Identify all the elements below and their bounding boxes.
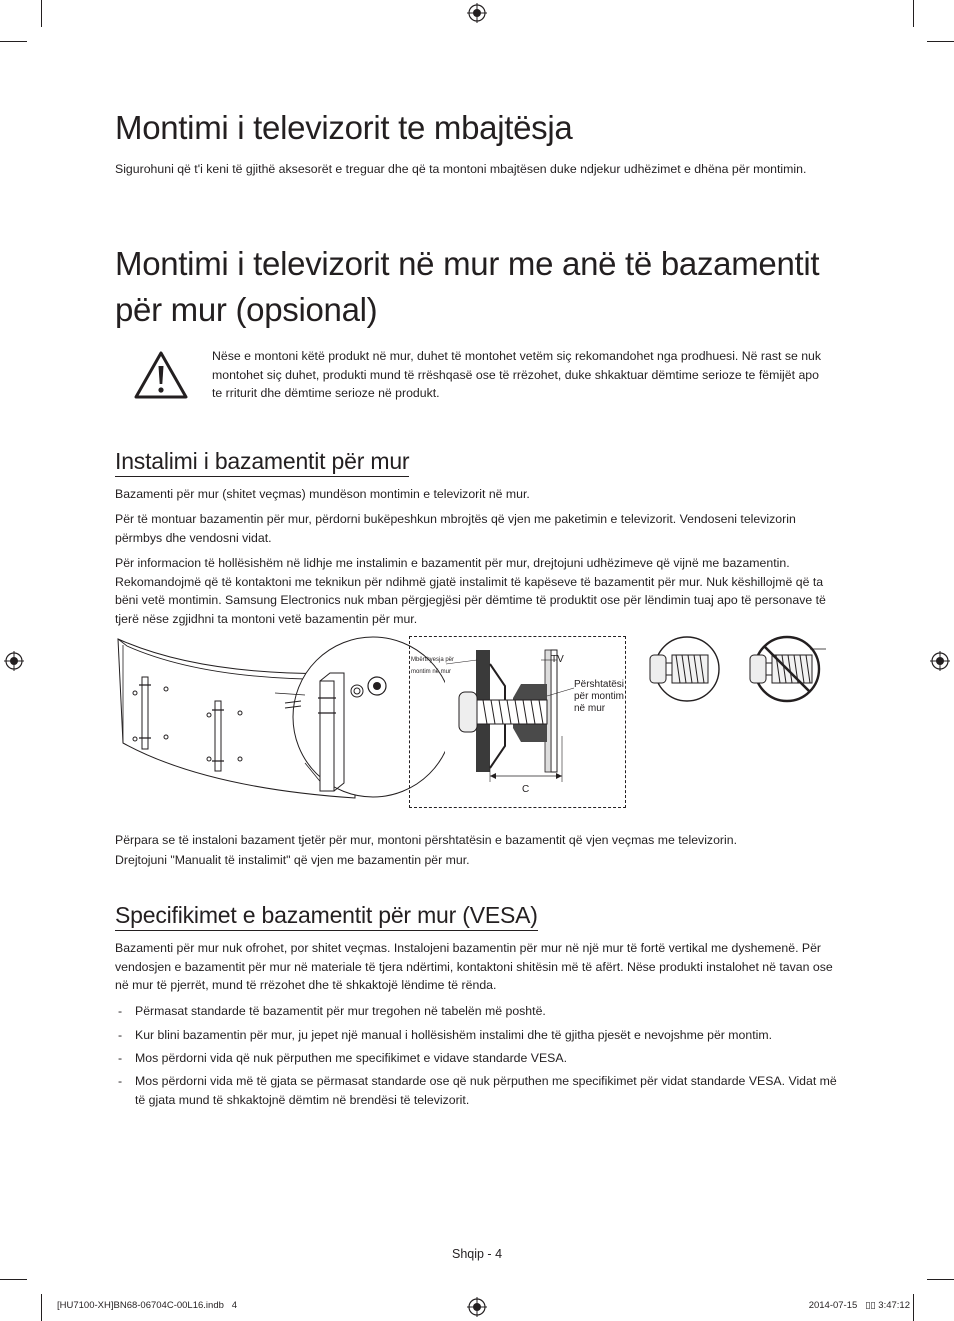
- list-item: - Kur blini bazamentin për mur, ju jepet një manual i hollësishëm instalimi dhe të gjitha pjesët e nevojshme për montim.: [118, 1028, 773, 1042]
- registration-mark-icon: [467, 1297, 487, 1317]
- crop-mark: [927, 1279, 954, 1280]
- section-heading-install: Instalimi i bazamentit për mur: [115, 447, 409, 477]
- footer-file-info: [HU7100-XH]BN68-06704C-00L16.indb 4: [57, 1300, 238, 1311]
- registration-mark-icon: [467, 3, 487, 23]
- intro-paragraph: Sigurohuni që t'i keni të gjithë aksesorët e treguar dhe që ta montoni mbajtësen duke ndjekur udhëzimet e dhëna për montimin.: [115, 162, 807, 176]
- crop-mark: [927, 41, 954, 42]
- section-heading-vesa: Specifikimet e bazamentit për mur (VESA): [115, 901, 538, 931]
- crop-mark: [41, 1294, 42, 1321]
- list-item: - Mos përdorni vida më të gjata se përmasat standarde ose që nuk përputhen me specifikimet për vidat standarde VESA. Vidat më të gjata mund të shkaktojnë dëmtim në brendësi të televizorit.: [118, 1074, 837, 1107]
- registration-mark-icon: [930, 651, 950, 671]
- crop-mark: [0, 1279, 27, 1280]
- registration-mark-icon: [4, 651, 24, 671]
- paragraph: Për të montuar bazamentin për mur, përdorni bukëpeshkun mbrojtës që vjen me paketimin e televizorit. Vendoseni televizorin përmbys dhe vendosni vidat.: [115, 512, 796, 545]
- section-title-wall-mount: Montimi i televizorit në mur me anë të bazamentit për mur (opsional): [115, 245, 820, 328]
- label-adapter: Përshtatësi për montim në mur: [574, 679, 625, 714]
- label-tv: TV: [551, 654, 564, 665]
- correct-screw-icon: [636, 635, 738, 703]
- list-item: - Përmasat standarde të bazamentit për mur tregohen në tabelën më poshtë.: [118, 1004, 546, 1018]
- footer-timestamp: 2014-07-15 ▯▯ 3:47:12: [808, 1300, 910, 1311]
- page-number: Shqip - 4: [451, 1247, 503, 1261]
- page-title: Montimi i televizorit te mbajtësja: [115, 109, 573, 146]
- label-bracket: Mbërthyesja për montim në mur: [411, 657, 455, 675]
- paragraph: Drejtojuni "Manualit të instalimit" që vjen me bazamentin për mur.: [115, 853, 470, 867]
- paragraph: Për informacion të hollësishëm në lidhje me instalimin e bazamentit për mur, drejtojuni udhëzimeve që vijnë me bazamentin. Rekomandojmë që të kontaktoni me teknikun për ndihmë gjatë instalimit të kapëseve të bazamentit për mur. Nuk këshillojmë që ta bëni vetë montimin. Samsung Electronics nuk mban përgjegjësi për dëmtime të produktit ose për lëndimin tuaj apo të personave të tjerë nëse zgjidhni ta montoni vetë bazamentin për mur.: [115, 556, 826, 626]
- paragraph: Bazamenti për mur (shitet veçmas) mundëson montimin e televizorit në mur.: [115, 487, 530, 501]
- list-item: - Mos përdorni vida që nuk përputhen me specifikimet e vidave standarde VESA.: [118, 1051, 567, 1065]
- paragraph: Përpara se të instaloni bazament tjetër për mur, montoni përshtatësin e bazamentit që vjen veçmas me televizorin.: [115, 833, 737, 847]
- crop-mark: [913, 1294, 914, 1321]
- warning-triangle-icon: [133, 350, 189, 400]
- tv-back-illustration: [115, 633, 445, 803]
- crop-mark: [41, 0, 42, 27]
- paragraph: Bazamenti për mur nuk ofrohet, por shitet veçmas. Instalojeni bazamentin për mur në një mur të fortë vertikal me dyshemenë. Për vendosjen e bazamentit për mur në materiale të tjera ndërtimi, kontaktoni shitësin më të afërt. Nëse produkti instalohet në tavan ose në mur të pjerrët, mund të rrëzohet dhe të shkaktojë lëndime të rënda.: [115, 941, 833, 992]
- prohibited-screw-icon: [736, 635, 838, 703]
- label-c: C: [522, 784, 530, 795]
- warning-text: Nëse e montoni këtë produkt në mur, duhet të montohet vetëm siç rekomandohet nga prodhuesi. Në rast se nuk montohet siç duhet, produkti mund të rrëshqasë ose të rrëzohet, duke shkaktuar dëmtime serioze te fëmijët apo te rriturit dhe dëmtime serioze në produkt.: [212, 349, 822, 400]
- crop-mark: [913, 0, 914, 27]
- crop-mark: [0, 41, 27, 42]
